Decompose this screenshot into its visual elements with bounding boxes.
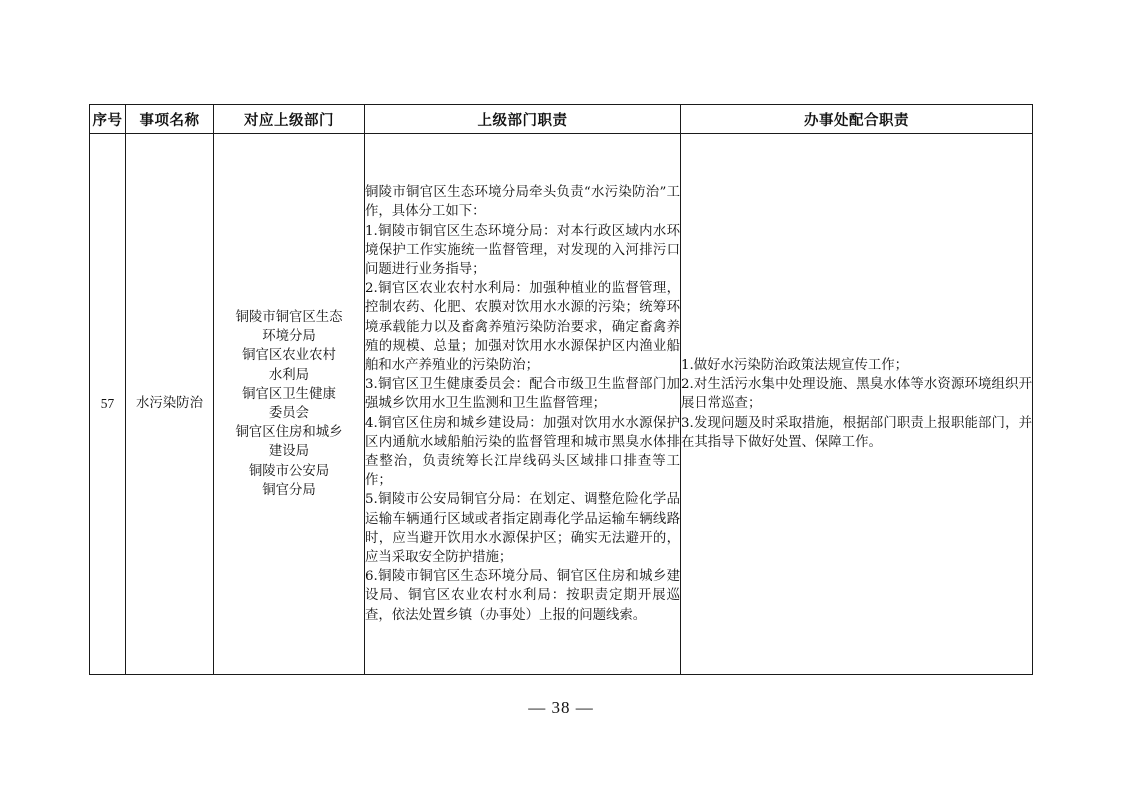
row-seq: 57 — [90, 134, 126, 675]
dept-line: 铜陵市铜官区生态 — [235, 309, 343, 325]
row-office-duty — [681, 134, 1033, 675]
office-duty-item-3: 3.发现问题及时采取措施，根据部门职责上报职能部门，并在其指导下做好处置、保障工作。 — [681, 415, 1032, 450]
dept-line: 铜官分局 — [262, 482, 316, 498]
header-seq: 序号 — [90, 105, 126, 134]
dept-line: 委员会 — [268, 406, 310, 421]
dept-line: 铜官区住房和城乡 — [235, 425, 343, 441]
dept-line: 环境分局 — [262, 329, 316, 345]
header-office-duty: 办事处配合职责 — [681, 105, 1033, 134]
header-upper-dept: 对应上级部门 — [214, 105, 365, 134]
row-upper-duty — [365, 134, 681, 675]
duty-table — [89, 104, 1033, 675]
table-header-row — [90, 105, 1033, 134]
upper-duty-item-5: 5.铜陵市公安局铜官分局：在划定、调整危险化学品运输车辆通行区域或者指定剧毒化学品运输车辆线路时，应当避开饮用水水源保护区；确实无法避开的，应当采取安全防护措施； — [365, 492, 680, 566]
dept-line: 建设局 — [268, 444, 310, 460]
dept-line: 铜陵市公安局 — [248, 463, 330, 479]
upper-duty-item-4: 4.铜官区住房和城乡建设局：加强对饮用水水源保护区内通航水域船舶污染的监督管理和城市黑臭水体排查整治，负责统筹长江岸线码头区域排口排查等工作； — [365, 415, 680, 489]
upper-duty-item-6: 6.铜陵市铜官区生态环境分局、铜官区住房和城乡建设局、铜官区农业农村水利局：按职责定期开展巡查，依法处置乡镇（办事处）上报的问题线索。 — [365, 569, 680, 623]
dept-line: 铜官区农业农村 — [242, 348, 336, 364]
table-row — [90, 134, 1033, 675]
row-upper-depts — [214, 134, 365, 675]
upper-duty-item-2: 2.铜官区农业农村水利局：加强种植业的监督管理，控制农药、化肥、农膜对饮用水水源的污染；统筹环境承载能力以及畜禽养殖污染防治要求，确定畜禽养殖的规模、总量；加强对饮用水水源保护区内渔业船舶和水产养殖业的污染防治； — [365, 281, 680, 373]
dept-line: 水利局 — [268, 367, 310, 383]
upper-duty-item-1: 1.铜陵市铜官区生态环境分局：对本行政区域内水环境保护工作实施统一监督管理，对发现的入河排污口问题进行业务指导； — [365, 223, 680, 277]
office-duty-item-1: 1.做好水污染防治政策法规宣传工作； — [681, 357, 909, 373]
page-number: — 38 — — [528, 698, 594, 717]
row-item-name: 水污染防治 — [126, 134, 214, 675]
upper-duty-item-3: 3.铜官区卫生健康委员会：配合市级卫生监督部门加强城乡饮用水卫生监测和卫生监督管理； — [365, 377, 680, 412]
office-duty-item-2: 2.对生活污水集中处理设施、黑臭水体等水资源环境组织开展日常巡查； — [681, 377, 1032, 412]
header-item-name: 事项名称 — [126, 105, 214, 134]
header-upper-duty: 上级部门职责 — [365, 105, 681, 134]
dept-line: 铜官区卫生健康 — [242, 386, 336, 402]
upper-duty-intro: 铜陵市铜官区生态环境分局牵头负责“水污染防治”工作，具体分工如下： — [365, 185, 680, 220]
